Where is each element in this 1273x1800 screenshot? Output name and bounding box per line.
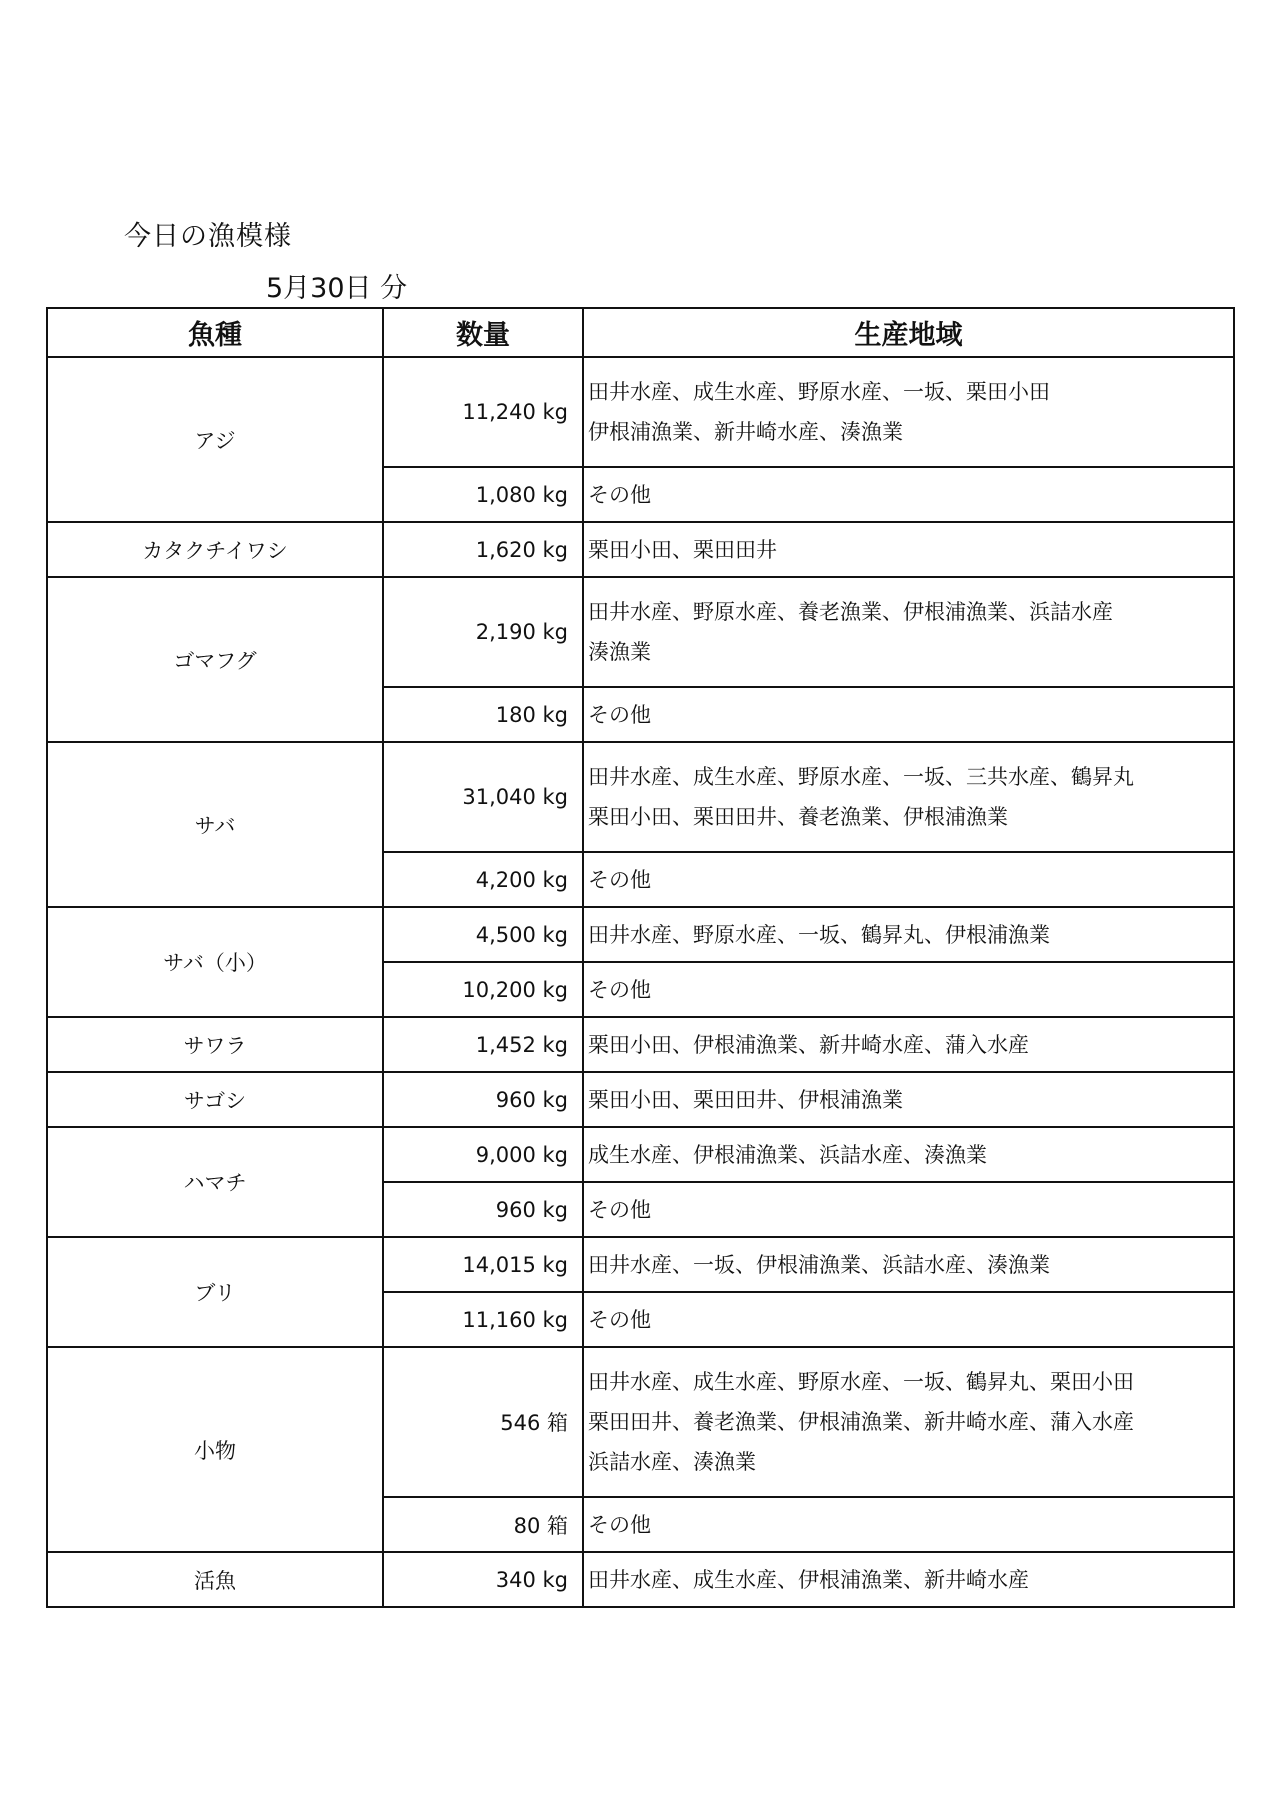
header-species: 魚種: [47, 308, 383, 357]
region-cell: [583, 1497, 1234, 1552]
header-quantity: 数量: [383, 308, 583, 357]
region-cell: [583, 577, 1234, 687]
species-cell: 活魚: [47, 1552, 383, 1607]
quantity-cell: 1,452 kg: [383, 1017, 583, 1072]
species-cell: ハマチ: [47, 1127, 383, 1237]
region-cell: [583, 907, 1234, 962]
quantity-cell: 10,200 kg: [383, 962, 583, 1017]
species-cell: 小物: [47, 1347, 383, 1552]
quantity-cell: 1,620 kg: [383, 522, 583, 577]
region-line: その他: [588, 482, 651, 507]
quantity-cell: 31,040 kg: [383, 742, 583, 852]
region-line: 成生水産、伊根浦漁業、浜詰水産、湊漁業: [588, 1142, 987, 1167]
region-line: 伊根浦漁業、新井崎水産、湊漁業: [588, 420, 903, 444]
table-row: [47, 357, 1234, 467]
region-line: 田井水産、成生水産、野原水産、一坂、三共水産、鶴昇丸: [588, 765, 1134, 789]
quantity-cell: 546 箱: [383, 1347, 583, 1497]
species-cell: アジ: [47, 357, 383, 522]
table-row: [47, 522, 1234, 577]
table-row: [47, 1017, 1234, 1072]
region-line: その他: [588, 1307, 651, 1332]
region-cell: [583, 1292, 1234, 1347]
region-cell: [583, 357, 1234, 467]
header-region: 生産地域: [583, 308, 1234, 357]
region-line: 田井水産、成生水産、伊根浦漁業、新井崎水産: [588, 1567, 1029, 1592]
quantity-cell: 14,015 kg: [383, 1237, 583, 1292]
region-cell: [583, 467, 1234, 522]
quantity-cell: 340 kg: [383, 1552, 583, 1607]
table-row: [47, 742, 1234, 852]
region-line: 栗田小田、栗田田井、養老漁業、伊根浦漁業: [588, 805, 1008, 829]
region-cell: [583, 1072, 1234, 1127]
table-row: [47, 577, 1234, 687]
region-line: 田井水産、野原水産、一坂、鶴昇丸、伊根浦漁業: [588, 922, 1050, 947]
region-line: その他: [588, 702, 651, 727]
region-line: 湊漁業: [588, 640, 651, 664]
quantity-cell: 80 箱: [383, 1497, 583, 1552]
species-cell: ゴマフグ: [47, 577, 383, 742]
species-cell: サゴシ: [47, 1072, 383, 1127]
catch-table: [46, 307, 1235, 1608]
region-cell: [583, 962, 1234, 1017]
region-cell: [583, 1127, 1234, 1182]
page-title: 今日の漁模様: [124, 221, 292, 252]
table-row: [47, 907, 1234, 962]
quantity-cell: 960 kg: [383, 1182, 583, 1237]
quantity-cell: 9,000 kg: [383, 1127, 583, 1182]
table-row: [47, 1552, 1234, 1607]
quantity-cell: 2,190 kg: [383, 577, 583, 687]
region-cell: [583, 1552, 1234, 1607]
region-line: その他: [588, 977, 651, 1002]
region-line: その他: [588, 867, 651, 892]
quantity-cell: 11,160 kg: [383, 1292, 583, 1347]
region-line: その他: [588, 1512, 651, 1537]
species-cell: サワラ: [47, 1017, 383, 1072]
region-line: 田井水産、成生水産、野原水産、一坂、鶴昇丸、栗田小田: [588, 1370, 1134, 1394]
quantity-cell: 1,080 kg: [383, 467, 583, 522]
region-line: 田井水産、成生水産、野原水産、一坂、栗田小田: [588, 380, 1050, 404]
table-header-row: [47, 308, 1234, 357]
region-line: 栗田小田、栗田田井、伊根浦漁業: [588, 1087, 903, 1112]
species-cell: ブリ: [47, 1237, 383, 1347]
report-date: 5月30日 分: [266, 273, 408, 304]
region-cell: [583, 1182, 1234, 1237]
quantity-cell: 4,500 kg: [383, 907, 583, 962]
quantity-cell: 960 kg: [383, 1072, 583, 1127]
quantity-cell: 11,240 kg: [383, 357, 583, 467]
region-line: 栗田小田、栗田田井: [588, 537, 777, 562]
region-line: 田井水産、野原水産、養老漁業、伊根浦漁業、浜詰水産: [588, 600, 1113, 624]
region-line: 浜詰水産、湊漁業: [588, 1450, 756, 1474]
region-cell: [583, 1347, 1234, 1497]
species-cell: サバ: [47, 742, 383, 907]
table-row: [47, 1347, 1234, 1497]
region-line: 栗田田井、養老漁業、伊根浦漁業、新井崎水産、蒲入水産: [588, 1410, 1134, 1434]
species-cell: カタクチイワシ: [47, 522, 383, 577]
table-row: [47, 1237, 1234, 1292]
region-line: 栗田小田、伊根浦漁業、新井崎水産、蒲入水産: [588, 1032, 1029, 1057]
region-cell: [583, 522, 1234, 577]
region-line: 田井水産、一坂、伊根浦漁業、浜詰水産、湊漁業: [588, 1252, 1050, 1277]
region-cell: [583, 742, 1234, 852]
region-line: その他: [588, 1197, 651, 1222]
table-row: [47, 1127, 1234, 1182]
table-row: [47, 1072, 1234, 1127]
quantity-cell: 4,200 kg: [383, 852, 583, 907]
species-cell: サバ（小）: [47, 907, 383, 1017]
region-cell: [583, 1017, 1234, 1072]
quantity-cell: 180 kg: [383, 687, 583, 742]
region-cell: [583, 687, 1234, 742]
region-cell: [583, 1237, 1234, 1292]
region-cell: [583, 852, 1234, 907]
